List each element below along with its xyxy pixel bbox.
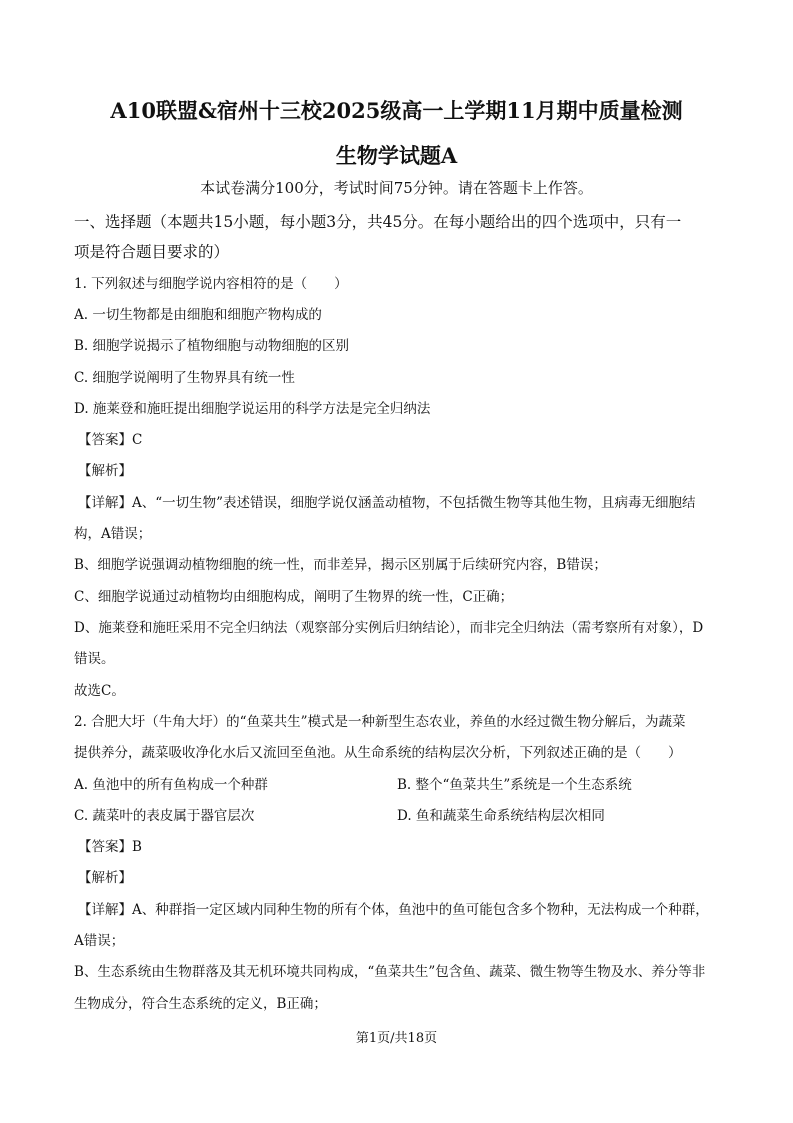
q1-option-b: B. 细胞学说揭示了植物细胞与动物细胞的区别 — [74, 338, 350, 354]
q2-answer: 【答案】B — [78, 839, 142, 855]
q2-option-c: C. 蔬菜叶的表皮属于器官层次 — [74, 808, 255, 824]
exam-title: A10联盟&宿州十三校2025级高一上学期11月期中质量检测 — [110, 98, 683, 123]
section-heading-line-1: 一、选择题（本题共15小题，每小题3分，共45分。在每小题给出的四个选项中，只有一 — [74, 213, 682, 231]
q2-detail-4: 生物成分，符合生态系统的定义，B正确； — [74, 996, 327, 1012]
q2-detail-2: A错误； — [74, 933, 125, 949]
q1-detail-1: 【详解】A、“一切生物”表述错误，细胞学说仅涵盖动植物，不包括微生物等其他生物，且病毒无细胞结 — [78, 495, 696, 511]
q1-detail-3: B、细胞学说强调动植物细胞的统一性，而非差异，揭示区别属于后续研究内容，B错误； — [74, 557, 607, 573]
q1-detail-4: C、细胞学说通过动植物均由细胞构成，阐明了生物界的统一性，C正确； — [74, 589, 514, 605]
section-heading-line-2: 项是符合题目要求的） — [74, 243, 230, 261]
q2-detail-3: B、生态系统由生物群落及其无机环境共同构成，“鱼菜共生”包含鱼、蔬菜、微生物等生物及水、养分等非 — [74, 964, 706, 980]
q1-option-d: D. 施莱登和施旺提出细胞学说运用的科学方法是完全归纳法 — [74, 401, 431, 417]
q1-conclusion: 故选C。 — [74, 683, 125, 699]
q2-option-a: A. 鱼池中的所有鱼构成一个种群 — [74, 777, 268, 793]
q2-stem-line-2: 提供养分，蔬菜吸收净化水后又流回至鱼池。从生命系统的结构层次分析，下列叙述正确的是（ ） — [74, 745, 682, 761]
q1-detail-6: 错误。 — [74, 651, 115, 667]
exam-subtitle: 生物学试题A — [335, 143, 458, 168]
q1-option-c: C. 细胞学说阐明了生物界具有统一性 — [74, 370, 295, 386]
page-footer: 第1页/共18页 — [355, 1031, 438, 1046]
q1-stem: 1. 下列叙述与细胞学说内容相符的是（ ） — [74, 276, 348, 292]
exam-intro: 本试卷满分100分，考试时间75分钟。请在答题卡上作答。 — [200, 179, 593, 197]
q2-option-b: B. 整个“鱼菜共生”系统是一个生态系统 — [397, 777, 632, 793]
q1-detail-5: D、施莱登和施旺采用不完全归纳法（观察部分实例后归纳结论），而非完全归纳法（需考察所有对象），D — [74, 620, 704, 636]
q1-detail-2: 构，A错误； — [74, 526, 152, 542]
q1-analysis-label: 【解析】 — [78, 463, 132, 479]
q2-option-d: D. 鱼和蔬菜生命系统结构层次相同 — [397, 808, 605, 824]
q1-option-a: A. 一切生物都是由细胞和细胞产物构成的 — [74, 307, 322, 323]
q1-answer: 【答案】C — [78, 432, 143, 448]
q2-analysis-label: 【解析】 — [78, 870, 132, 886]
q2-stem-line-1: 2. 合肥大圩（牛角大圩）的“鱼菜共生”模式是一种新型生态农业，养鱼的水经过微生物分解后，为蔬菜 — [74, 714, 686, 730]
q2-detail-1: 【详解】A、种群指一定区域内同种生物的所有个体，鱼池中的鱼可能包含多个物种，无法构成一个种群， — [78, 902, 709, 918]
